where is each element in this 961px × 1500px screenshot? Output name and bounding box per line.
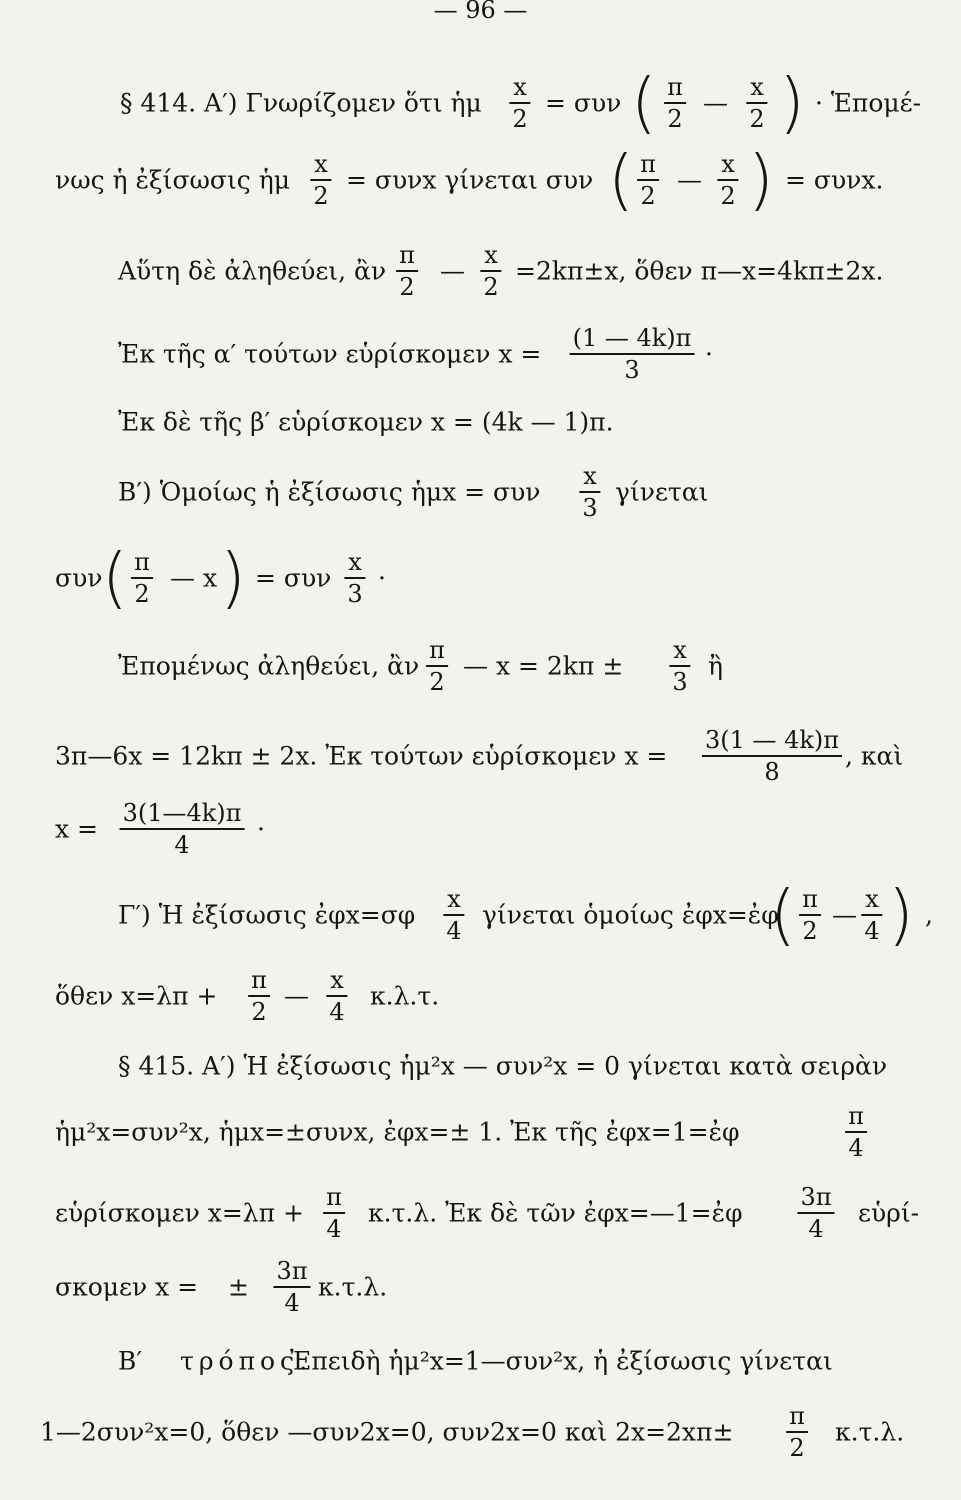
text-run: συν: [55, 563, 103, 593]
fraction-numerator: π: [134, 548, 150, 576]
text-line: [0, 636, 961, 696]
fraction-denominator: 2: [512, 105, 528, 133]
text-run: = συν: [545, 88, 622, 118]
fraction-denominator: 2: [134, 580, 150, 608]
fraction-numerator: 3π: [800, 1183, 832, 1211]
left-parenthesis: (: [102, 539, 128, 616]
fraction: [845, 1104, 867, 1160]
fraction-denominator: 2: [789, 1434, 805, 1462]
fraction-numerator: x: [348, 548, 362, 576]
left-parenthesis: (: [770, 876, 796, 953]
fraction-numerator: 3(1 — 4k)π: [704, 726, 840, 754]
fraction: [664, 75, 686, 131]
fraction-denominator: 4: [326, 1215, 342, 1243]
text-run: γίνεται ὁμοίως ἐφx=ἐφ: [482, 900, 779, 930]
text-run: ,: [925, 900, 933, 930]
text-run: Ἐκ τῆς α′ τούτων εὑρίσκομεν x =: [118, 339, 542, 369]
text-run: ·: [378, 563, 386, 593]
fraction: [426, 638, 448, 694]
fraction-numerator: x: [330, 966, 344, 994]
fraction-numerator: x: [314, 150, 328, 178]
fraction: [861, 887, 882, 943]
text-run: ±: [228, 1272, 249, 1302]
fraction-denominator: 2: [667, 105, 683, 133]
fraction-numerator: π: [848, 1102, 864, 1130]
text-line: [0, 141, 961, 218]
text-run: κ.λ.τ.: [370, 981, 440, 1011]
fraction-denominator: 2: [483, 273, 499, 301]
text-run: Γ′) Ἡ ἐξίσωσις ἐφx=σφ: [118, 900, 416, 930]
fraction: [310, 152, 331, 208]
fraction: [579, 464, 600, 520]
text-run: τρόπος.: [180, 1346, 313, 1376]
fraction-denominator: 4: [808, 1215, 824, 1243]
fraction: [248, 968, 270, 1024]
fraction-denominator: 3: [672, 668, 688, 696]
right-parenthesis: ): [220, 539, 246, 616]
fraction-denominator: 4: [848, 1134, 864, 1162]
text-run: εὑρίσκομεν x=λπ +: [55, 1198, 304, 1228]
fraction-denominator: 2: [720, 182, 736, 210]
text-run: νως ἡ ἐξίσωσις ἡμ: [55, 165, 290, 195]
fraction-denominator: 3: [624, 356, 640, 384]
fraction-denominator: 2: [749, 105, 765, 133]
text-run: Β′: [118, 1346, 143, 1376]
fraction-numerator: π: [640, 150, 656, 178]
fraction: [797, 1185, 834, 1241]
fraction-denominator: 2: [640, 182, 656, 210]
text-run: —: [832, 900, 857, 930]
fraction-denominator: 4: [446, 917, 462, 945]
text-line: [0, 1402, 961, 1462]
text-line: [0, 539, 961, 616]
fraction: [637, 152, 659, 208]
fraction-numerator: 3π: [276, 1257, 308, 1285]
text-line: [0, 876, 961, 953]
fraction-denominator: 4: [864, 917, 880, 945]
fraction-denominator: 8: [764, 758, 780, 786]
text-run: Ἐκ δὲ τῆς β′ εὑρίσκομεν x = (4k — 1)π.: [118, 407, 614, 437]
text-run: , καὶ: [845, 741, 904, 771]
fraction-numerator: π: [789, 1402, 805, 1430]
text-run: — x = 2kπ ±: [463, 651, 624, 681]
text-run: γίνεται: [615, 477, 709, 507]
fraction-denominator: 4: [284, 1289, 300, 1317]
fraction-numerator: x: [583, 462, 597, 490]
fraction-numerator: 3(1—4k)π: [122, 799, 242, 827]
text-run: — x: [170, 563, 218, 593]
text-run: § 414. Α′) Γνωρίζομεν ὅτι ἡμ: [120, 88, 482, 118]
text-run: —: [677, 165, 702, 195]
text-line: [0, 1257, 961, 1317]
fraction-denominator: 2: [802, 917, 818, 945]
fraction: [509, 75, 530, 131]
text-run: · Ἑπομέ-: [815, 88, 922, 118]
fraction: [717, 152, 738, 208]
text-run: 3π—6x = 12kπ ± 2x. Ἐκ τούτων εὑρίσκομεν x =: [55, 741, 668, 771]
text-run: =2kπ±x, ὅθεν π—x=4kπ±2x.: [515, 256, 884, 286]
text-line: [0, 966, 961, 1026]
fraction-denominator: 2: [313, 182, 329, 210]
right-parenthesis: ): [779, 64, 805, 141]
fraction: [273, 1259, 310, 1315]
text-line: [0, 241, 961, 301]
fraction: [396, 243, 418, 299]
text-line: [0, 1102, 961, 1162]
text-line: [0, 726, 961, 786]
fraction-numerator: π: [326, 1183, 342, 1211]
text-line: [0, 324, 961, 384]
fraction-numerator: x: [513, 73, 527, 101]
text-run: = συνx.: [785, 165, 884, 195]
fraction-numerator: (1 — 4k)π: [572, 324, 692, 352]
fraction: [570, 326, 695, 382]
fraction: [443, 887, 464, 943]
fraction: [786, 1404, 808, 1460]
fraction-numerator: π: [667, 73, 683, 101]
text-line: [0, 64, 961, 141]
text-run: ἡμ²x=συν²x, ἡμx=±συνx, ἐφx=± 1. Ἐκ τῆς ἐφx=1=ἐφ: [55, 1117, 740, 1147]
text-line: [0, 1183, 961, 1243]
text-run: = συνx γίνεται συν: [346, 165, 594, 195]
fraction-numerator: x: [865, 885, 879, 913]
fraction-numerator: π: [802, 885, 818, 913]
fraction-numerator: π: [429, 636, 445, 664]
fraction: [131, 550, 153, 606]
fraction: [799, 887, 821, 943]
text-run: ·: [257, 814, 265, 844]
fraction: [746, 75, 767, 131]
fraction-denominator: 2: [251, 998, 267, 1026]
fraction-numerator: x: [447, 885, 461, 913]
fraction-numerator: x: [673, 636, 687, 664]
text-run: x =: [55, 814, 98, 844]
fraction: [480, 243, 501, 299]
right-parenthesis: ): [888, 876, 914, 953]
fraction: [344, 550, 365, 606]
text-run: ὅθεν x=λπ +: [55, 981, 218, 1011]
text-run: κ.τ.λ.: [318, 1272, 388, 1302]
fraction-denominator: 2: [399, 273, 415, 301]
text-line: [0, 1051, 961, 1081]
right-parenthesis: ): [748, 141, 774, 218]
text-run: Αὕτη δὲ ἀληθεύει, ἂν: [118, 256, 387, 286]
fraction: [323, 1185, 345, 1241]
page-number: — 96 —: [433, 0, 528, 24]
text-line: [0, 1346, 961, 1376]
fraction-numerator: π: [399, 241, 415, 269]
left-parenthesis: (: [631, 64, 657, 141]
fraction: [326, 968, 347, 1024]
fraction-denominator: 2: [429, 668, 445, 696]
fraction-denominator: 4: [329, 998, 345, 1026]
text-run: —: [703, 88, 728, 118]
text-run: ἢ: [708, 651, 723, 681]
fraction-denominator: 4: [174, 831, 190, 859]
fraction: [120, 801, 245, 857]
fraction-numerator: x: [484, 241, 498, 269]
fraction-numerator: π: [251, 966, 267, 994]
left-parenthesis: (: [608, 141, 634, 218]
text-run: = συν: [255, 563, 332, 593]
text-run: Ἐπειδὴ ἡμ²x=1—συν²x, ἡ ἐξίσωσις γίνεται: [290, 1346, 833, 1376]
text-run: —: [440, 256, 465, 286]
fraction: [669, 638, 690, 694]
text-run: σκομεν x =: [55, 1272, 199, 1302]
text-run: κ.τ.λ. Ἐκ δὲ τῶν ἐφx=—1=ἐφ: [368, 1198, 743, 1228]
text-run: εὑρί-: [858, 1198, 920, 1228]
text-line: [0, 462, 961, 522]
text-run: 1—2συν²x=0, ὅθεν —συν2x=0, συν2x=0 καὶ 2x=2xπ±: [40, 1417, 734, 1447]
text-run: Ἐπομένως ἀληθεύει, ἂν: [118, 651, 420, 681]
text-line: [0, 799, 961, 859]
text-run: § 415. Α′) Ἡ ἐξίσωσις ἡμ²x — συν²x = 0 γίνεται κατὰ σειρὰν: [118, 1051, 888, 1081]
text-run: Β′) Ὁμοίως ἡ ἐξίσωσις ἡμx = συν: [118, 477, 541, 507]
fraction-numerator: x: [721, 150, 735, 178]
text-run: κ.τ.λ.: [835, 1417, 905, 1447]
fraction: [702, 728, 842, 784]
fraction-denominator: 3: [347, 580, 363, 608]
fraction-numerator: x: [750, 73, 764, 101]
text-run: —: [284, 981, 309, 1011]
fraction-denominator: 3: [582, 494, 598, 522]
text-run: ·: [705, 339, 713, 369]
text-line: [0, 407, 961, 437]
